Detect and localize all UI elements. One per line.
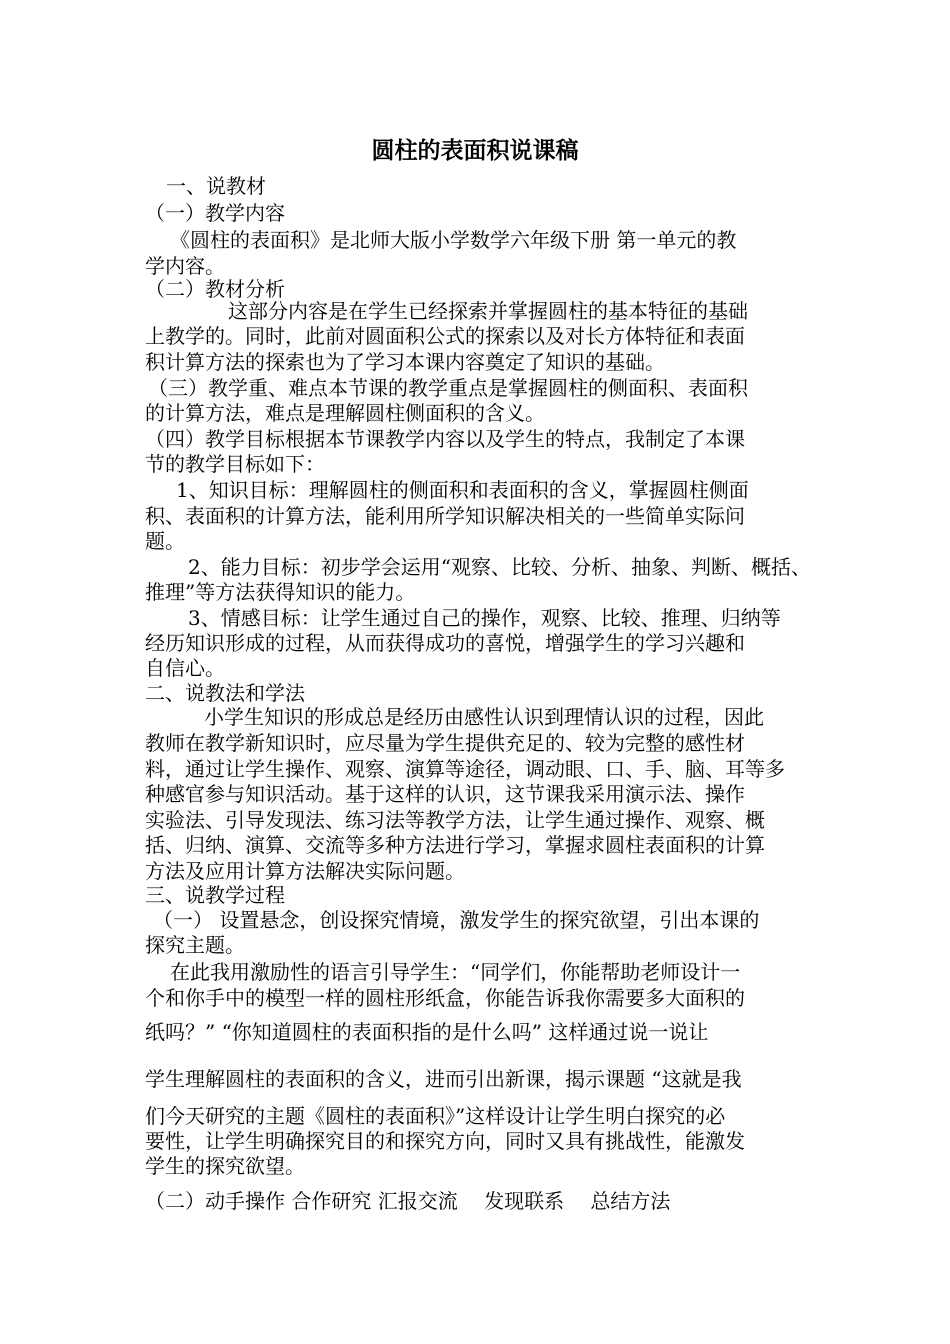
paragraph-line: 学生的探究欲望。 [145, 1154, 305, 1178]
paragraph-line: 3、情感目标：让学生通过自己的操作，观察、比较、推理、归纳等 [188, 606, 781, 630]
paragraph-line: 在此我用激励性的语言引导学生：“同学们，你能帮助老师设计一 [170, 960, 741, 984]
paragraph-line: 们今天研究的主题《圆柱的表面积》”这样设计让学生明白探究的必 [145, 1104, 726, 1128]
paragraph-line: 实验法、引导发现法、练习法等教学方法，让学生通过操作、观察、概 [145, 808, 765, 832]
paragraph-line: 1、知识目标：理解圆柱的侧面积和表面积的含义，掌握圆柱侧面 [176, 478, 749, 502]
paragraph-line: 括、归纳、演算、交流等多种方法进行学习，掌握求圆柱表面积的计算 [145, 833, 765, 857]
paragraph-line: 教师在教学新知识时，应尽量为学生提供充足的、较为完整的感性材 [145, 731, 745, 755]
paragraph-line: （四）教学目标根据本节课教学内容以及学生的特点，我制定了本课 [145, 427, 745, 451]
paragraph-line: （三）教学重、难点本节课的教学重点是掌握圆柱的侧面积、表面积 [148, 376, 748, 400]
paragraph-line: 要性，让学生明确探究目的和探究方向，同时又具有挑战性，能激发 [145, 1129, 745, 1153]
paragraph-line: 积计算方法的探索也为了学习本课内容奠定了知识的基础。 [145, 350, 665, 374]
paragraph-line: 经历知识形成的过程，从而获得成功的喜悦，增强学生的学习兴趣和 [145, 631, 745, 655]
paragraph-line: 个和你手中的模型一样的圆柱形纸盒，你能告诉我你需要多大面积的 [145, 986, 745, 1010]
section-heading: 三、说教学过程 [145, 883, 285, 907]
paragraph-line: 题。 [145, 529, 185, 553]
document-title: 圆柱的表面积说课稿 [371, 137, 579, 164]
paragraph-line: 学内容。 [145, 254, 225, 278]
paragraph-line: 方法及应用计算方法解决实际问题。 [145, 859, 465, 883]
paragraph-line: 自信心。 [145, 656, 225, 680]
subsection-heading: （二）动手操作 合作研究 汇报交流 发现联系 总结方法 [145, 1189, 671, 1213]
section-heading: 二、说教法和学法 [145, 681, 305, 705]
paragraph-line: 推理”等方法获得知识的能力。 [145, 580, 416, 604]
subsection-heading: （二）教材分析 [145, 277, 285, 301]
paragraph-line: 学生理解圆柱的表面积的含义，进而引出新课，揭示课题 “这就是我 [145, 1067, 742, 1091]
paragraph-line: 2、能力目标：初步学会运用“观察、比较、分析、抽象、判断、概括、 [188, 555, 811, 579]
paragraph-line: 的计算方法，难点是理解圆柱侧面积的含义。 [145, 401, 545, 425]
paragraph-line: 节的教学目标如下： [145, 452, 325, 476]
paragraph-line: 小学生知识的形成总是经历由感性认识到理情认识的过程，因此 [204, 705, 764, 729]
section-heading: 一、说教材 [166, 174, 266, 198]
paragraph-line: （一） 设置悬念，创设探究情境，激发学生的探究欲望，引出本课的 [153, 908, 760, 932]
paragraph-line: 纸吗？” “你知道圆柱的表面积指的是什么吗” 这样通过说一说让 [145, 1020, 709, 1044]
paragraph-line: 上教学的。同时，此前对圆面积公式的探索以及对长方体特征和表面 [145, 324, 745, 348]
paragraph-line: 积、表面积的计算方法，能利用所学知识解决相关的一些简单实际问 [145, 504, 745, 528]
paragraph-line: 种感官参与知识活动。基于这样的认识，这节课我采用演示法、操作 [145, 782, 745, 806]
paragraph-line: 料，通过让学生操作、观察、演算等途径，调动眼、口、手、脑、耳等多 [145, 757, 785, 781]
paragraph-line: 探究主题。 [145, 933, 245, 957]
subsection-heading: （一）教学内容 [145, 201, 285, 225]
paragraph-line: 《圆柱的表面积》是北师大版小学数学六年级下册 第一单元的教 [170, 228, 737, 252]
paragraph-line: 这部分内容是在学生已经探索并掌握圆柱的基本特征的基础 [228, 299, 748, 323]
